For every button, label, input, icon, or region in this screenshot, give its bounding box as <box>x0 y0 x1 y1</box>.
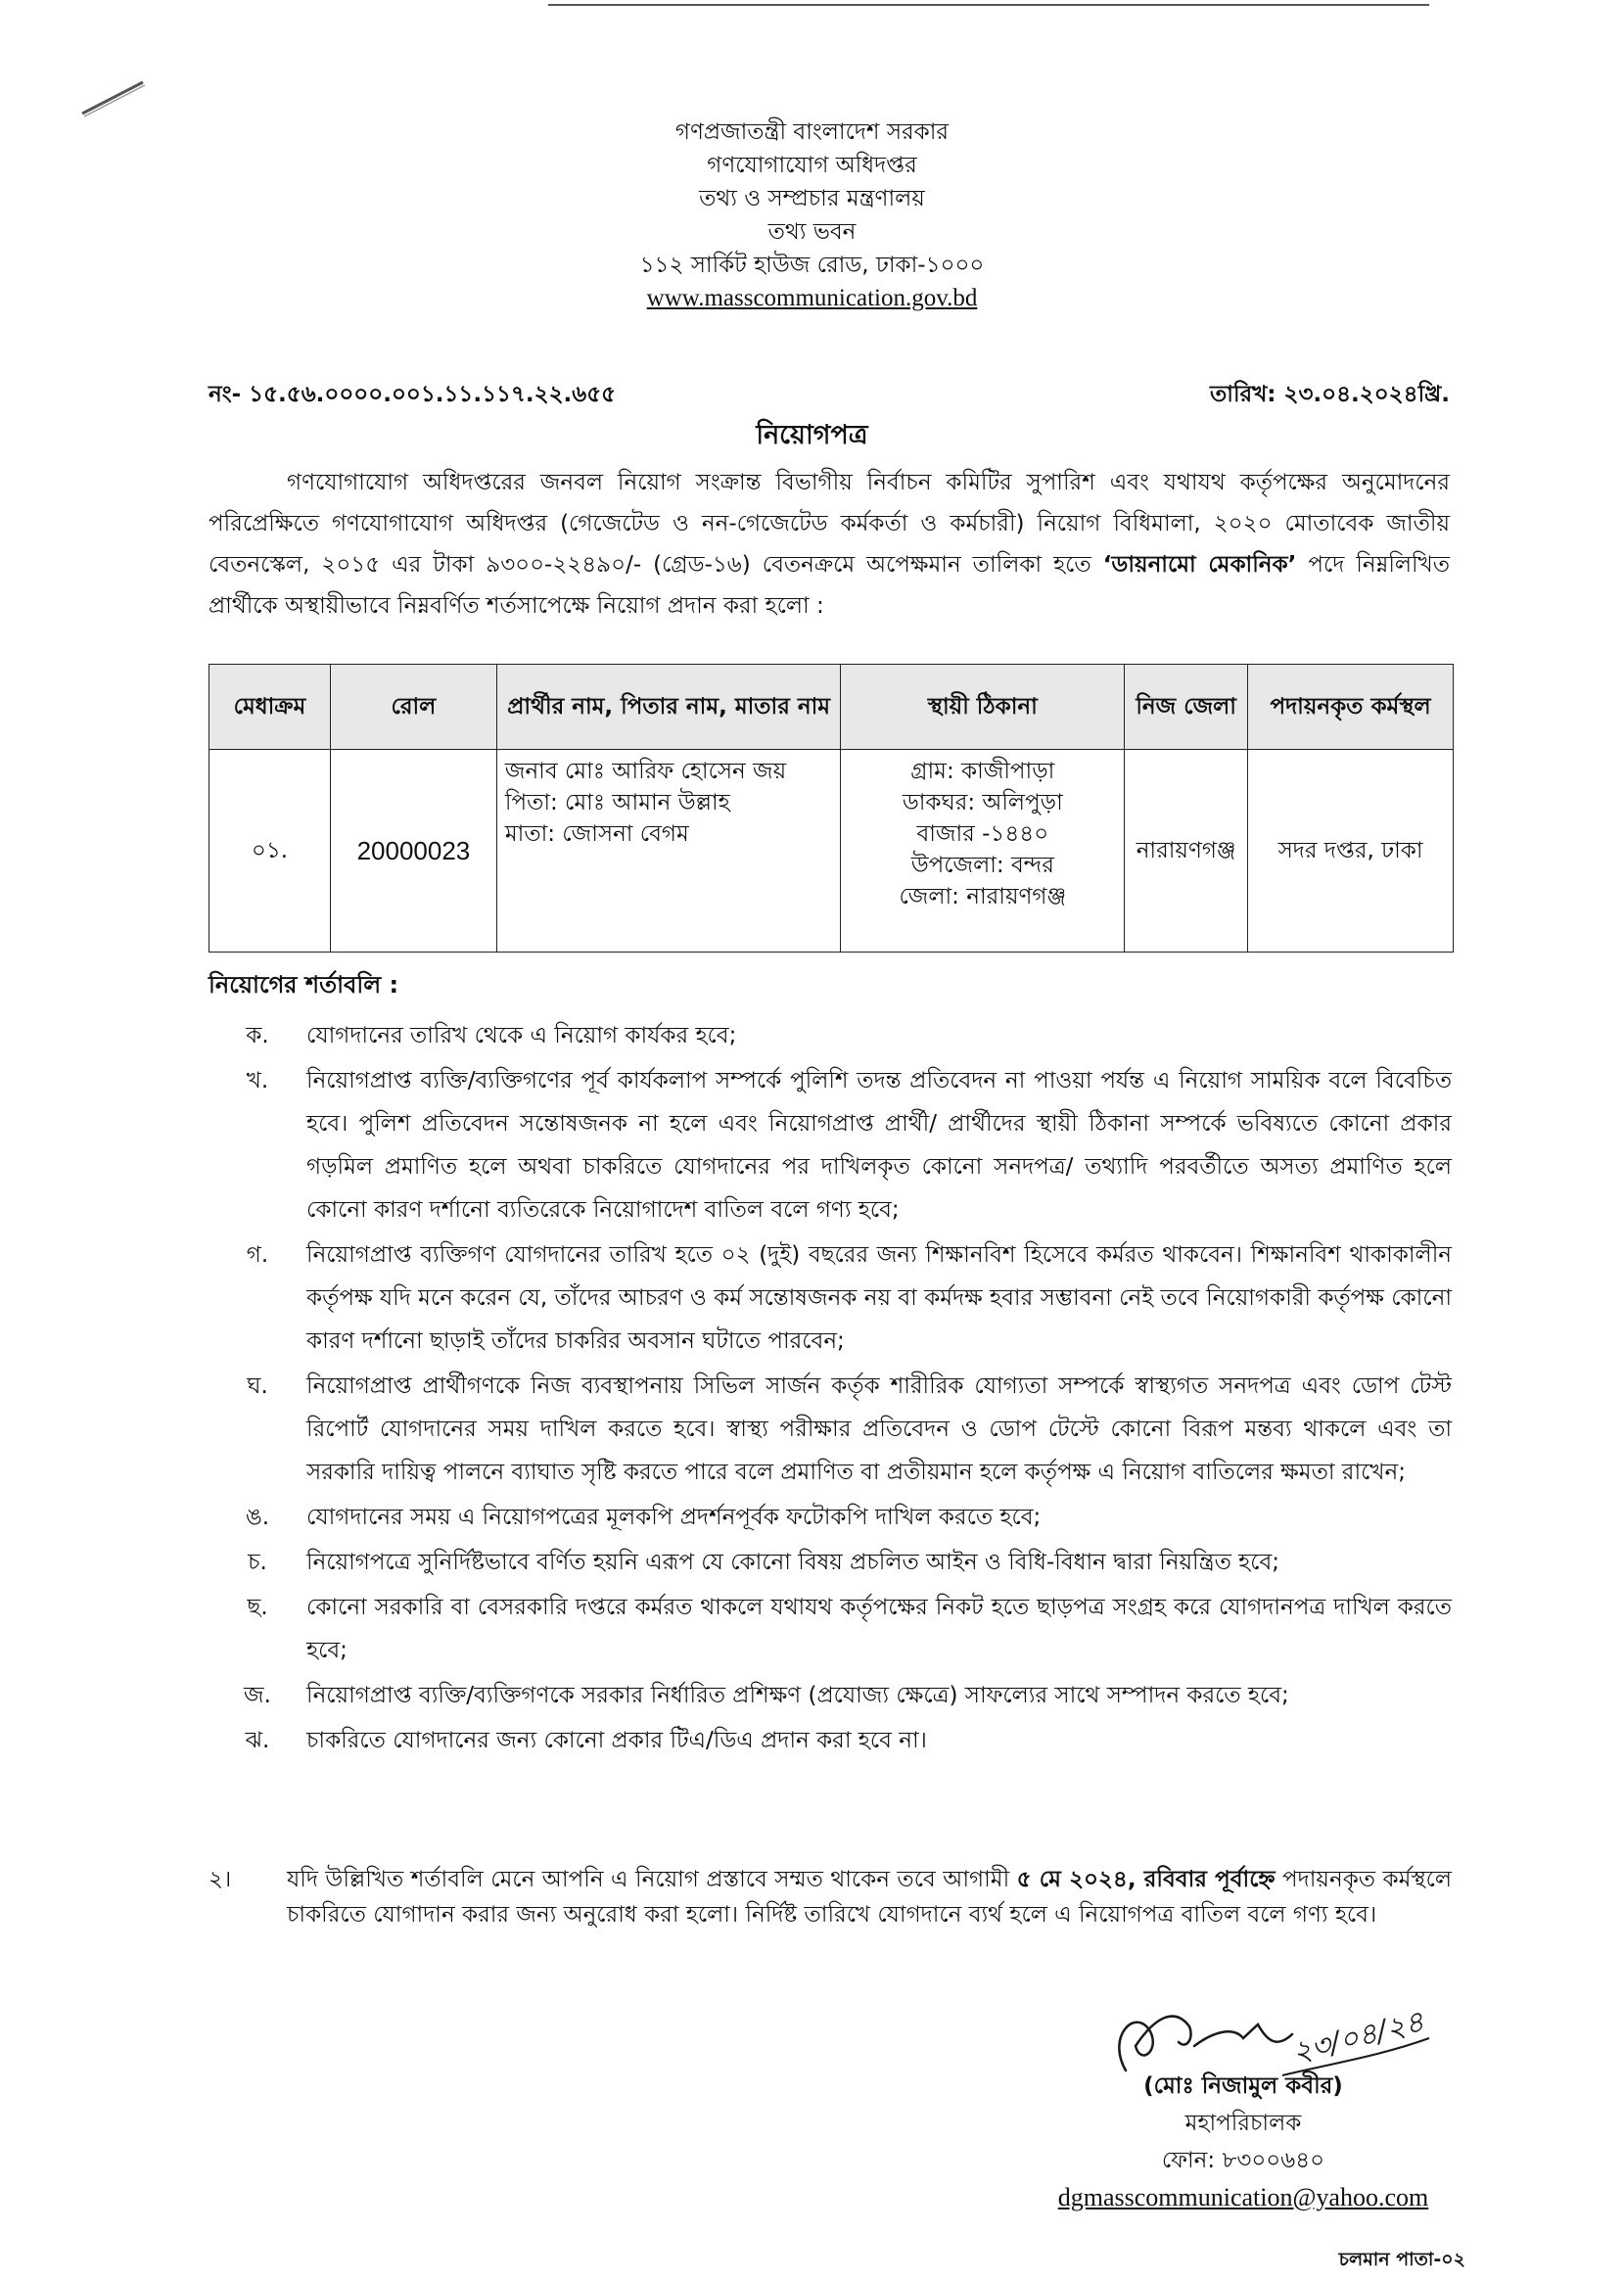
page-title: নিয়োগপত্র <box>756 420 868 450</box>
joining-text-a: যদি উল্লিখিত শর্তাবলি মেনে আপনি এ নিয়োগ প্রস্তাবে সম্মত থাকেন তবে আগামী <box>287 1867 1017 1892</box>
cell-address <box>841 750 1125 953</box>
ministry-name: তথ্য ও সম্প্রচার মন্ত্রণালয় <box>699 186 925 211</box>
condition-label: জ. <box>244 1683 271 1708</box>
condition-text: নিয়োগপ্রাপ্ত ব্যক্তি/ব্যক্তিগণকে সরকার নির্ধারিত প্রশিক্ষণ (প্রযোজ্য ক্ষেত্রে) সাফল্যের সাথে সম্পাদন করতে হবে; <box>306 1683 1289 1708</box>
condition-text: নিয়োগপ্রাপ্ত প্রার্থীগণকে নিজ ব্যবস্থাপনায় সিভিল সার্জন কর্তৃক শারীরিক যোগ্যতা সম্পর্কে স্বাস্থ্যগত সনদপত্র এবং ডোপ টেস্ট রিপোর্ট যোগদানের সময় দাখিল করতে হবে। স্বাস্থ্য পরীক্ষার প্রতিবেদন ও ডোপ টেস্টে কোনো বিরূপ মন্তব্য থাকলে এবং তা সরকারি দায়িত্ব পালনে ব্যাঘাত সৃষ্টি করতে পারে বলে প্রমাণিত বা প্রতীয়মান হলে কর্তৃপক্ষ এ নিয়োগ বাতিলের ক্ষমতা রাখেন; <box>306 1373 1452 1485</box>
office-address: ১১২ সার্কিট হাউজ রোড, ঢাকা-১০০০ <box>639 253 985 278</box>
memo-number: নং- ১৫.৫৬.০০০০.০০১.১১.১১৭.২২.৬৫৫ <box>209 382 617 407</box>
intro-text-end: পদে নিম্নলিখিত প্রার্থীকে অস্থায়ীভাবে নিম্নবর্ণিত শর্তসাপেক্ষে নিয়োগ প্রদান করা হলো : <box>209 552 1450 619</box>
header-district: নিজ জেলা <box>1125 665 1248 750</box>
joining-paragraph <box>209 1862 1452 1932</box>
condition-label: ঙ. <box>245 1505 270 1530</box>
condition-text: নিয়োগপ্রাপ্ত ব্যক্তিগণ যোগদানের তারিখ হতে ০২ (দুই) বছরের জন্য শিক্ষানবিশ হিসেবে কর্মরত থাকবেন। শিক্ষানবিশ থাকাকালীন কর্তৃপক্ষ যদি মনে করেন যে, তাঁদের আচরণ ও কর্ম সন্তোষজনক নয় বা কর্মদক্ষ হবার সম্ভাবনা নেই তবে নিয়োগকারী কর্তৃপক্ষ কোনো কারণ দর্শানো ছাড়াই তাঁদের চাকরির অবসান ঘটাতে পারবেন; <box>306 1242 1452 1354</box>
condition-item <box>209 1586 1452 1672</box>
address-upazila: উপজেলা: বন্দর <box>910 853 1054 878</box>
condition-item <box>209 1496 1452 1539</box>
condition-item <box>209 1719 1452 1762</box>
condition-item <box>209 1059 1452 1232</box>
header-name: প্রার্থীর নাম, পিতার নাম, মাতার নাম <box>496 665 841 750</box>
table-row <box>209 750 1454 953</box>
signatory-name: (মোঃ নিজামুল কবীর) <box>1143 2073 1343 2099</box>
building-name: তথ্য ভবন <box>767 219 857 245</box>
condition-item <box>209 1365 1452 1494</box>
cell-roll: 20000023 <box>330 750 496 953</box>
cell-district: নারায়ণগঞ্জ <box>1125 750 1248 953</box>
address-district: জেলা: নারায়ণগঞ্জ <box>899 884 1067 909</box>
condition-text: চাকরিতে যোগদানের জন্য কোনো প্রকার টিএ/ডিএ প্রদান করা হবে না। <box>306 1728 927 1753</box>
svg-text:২৩/০৪/২৪: ২৩/০৪/২৪ <box>1288 2004 1428 2070</box>
condition-label: ঘ. <box>247 1373 268 1399</box>
govt-name: গণপ্রজাতন্ত্রী বাংলাদেশ সরকার <box>674 119 950 145</box>
joining-text-b: পদায়নকৃত কর্মস্থলে চাকরিতে যোগাদান করার জন্য অনুরোধ করা হলো। নির্দিষ্ট তারিখে যোগদানে ব্যর্থ হলে এ নিয়োগপত্র বাতিল বলে গণ্য হবে। <box>287 1867 1453 1928</box>
header-roll: রোল <box>330 665 496 750</box>
department-name: গণযোগাযোগ অধিদপ্তর <box>707 153 917 178</box>
condition-label: ক. <box>246 1023 269 1048</box>
father-name: পিতা: মোঃ আমান উল্লাহ <box>504 790 730 815</box>
condition-text: নিয়োগপত্রে সুনির্দিষ্টভাবে বর্ণিত হয়নি এরূপ যে কোনো বিষয় প্রচলিত আইন ও বিধি-বিধান দ্বারা নিয়ন্ত্রিত হবে; <box>306 1550 1280 1575</box>
condition-label: খ. <box>246 1068 269 1093</box>
address-postcode: বাজার -১৪৪০ <box>916 821 1049 847</box>
scan-edge-line <box>548 4 1429 6</box>
candidate-table <box>209 664 1454 953</box>
address-village: গ্রাম: কাজীপাড়া <box>910 759 1055 784</box>
signature-block <box>1008 2068 1478 2216</box>
condition-item <box>209 1541 1452 1584</box>
mother-name: মাতা: জোসনা বেগম <box>504 821 689 847</box>
condition-label: ছ. <box>247 1595 268 1620</box>
header-merit: মেধাক্রম <box>209 665 331 750</box>
condition-label: চ. <box>248 1550 267 1575</box>
paragraph-number: ২। <box>209 1867 232 1892</box>
condition-text: কোনো সরকারি বা বেসরকারি দপ্তরে কর্মরত থাকলে যথাযথ কর্তৃপক্ষের নিকট হতে ছাড়পত্র সংগ্রহ করে যোগদানপত্র দাখিল করতে হবে; <box>306 1595 1452 1663</box>
conditions-title: নিয়োগের শর্তাবলি : <box>209 971 399 999</box>
address-post: ডাকঘর: অলিপুড়া <box>902 790 1063 815</box>
condition-item <box>209 1674 1452 1717</box>
website-link[interactable]: www.masscommunication.gov.bd <box>646 285 978 311</box>
cell-workplace: সদর দপ্তর, ঢাকা <box>1248 750 1454 953</box>
pen-stroke-mark <box>78 78 147 117</box>
cell-serial: ০১. <box>209 750 331 953</box>
condition-text: নিয়োগপ্রাপ্ত ব্যক্তি/ব্যক্তিগণের পূর্ব কার্যকলাপ সম্পর্কে পুলিশি তদন্ত প্রতিবেদন না পাওয়া পর্যন্ত এ নিয়োগ সাময়িক বলে বিবেচিত হবে। পুলিশ প্রতিবেদন সন্তোষজনক না হলে এবং নিয়োগপ্রাপ্ত প্রার্থী/ প্রার্থীদের স্থায়ী ঠিকানা সম্পর্কে ভবিষ্যতে কোনো প্রকার গড়মিল প্রমাণিত হলে অথবা চাকরিতে যোগদানের পর দাখিলকৃত কোনো সনদপত্র/ তথ্যাদি পরবর্তীতে অসত্য প্রমাণিত হলে কোনো কারণ দর্শানো ব্যতিরেকে নিয়োগাদেশ বাতিল বলে গণ্য হবে; <box>306 1068 1452 1223</box>
signatory-designation: মহাপরিচালক <box>1184 2111 1302 2136</box>
joining-text <box>287 1862 1452 1932</box>
joining-date: ৫ মে ২০২৪, রবিবার পূর্বাহ্নে <box>1016 1867 1276 1892</box>
signatory-phone: ফোন: ৮৩০০৬৪০ <box>1161 2148 1325 2173</box>
continued-page-note: চলমান পাতা-০২ <box>1338 2249 1465 2270</box>
cell-name <box>496 750 841 953</box>
conditions-list <box>209 1014 1452 1764</box>
intro-paragraph <box>209 462 1450 627</box>
condition-label: গ. <box>246 1242 269 1268</box>
condition-text: যোগদানের তারিখ থেকে এ নিয়োগ কার্যকর হবে; <box>306 1023 737 1048</box>
letterhead <box>0 116 1624 315</box>
header-address: স্থায়ী ঠিকানা <box>841 665 1125 750</box>
candidate-name: জনাব মোঃ আরিফ হোসেন জয় <box>504 759 787 784</box>
signatory-email[interactable]: dgmasscommunication@yahoo.com <box>1057 2183 1429 2211</box>
post-name: ‘ডায়নামো মেকানিক’ <box>1102 552 1297 578</box>
condition-text: যোগদানের সময় এ নিয়োগপত্রের মূলকপি প্রদর্শনপূর্বক ফটোকপি দাখিল করতে হবে; <box>306 1505 1042 1530</box>
condition-item <box>209 1233 1452 1363</box>
condition-label: ঝ. <box>245 1728 270 1753</box>
header-workplace: পদায়নকৃত কর্মস্থল <box>1248 665 1454 750</box>
intro-text: গণযোগাযোগ অধিদপ্তরের জনবল নিয়োগ সংক্রান্ত বিভাগীয় নির্বাচন কমিটির সুপারিশ এবং যথাযথ কর্তৃপক্ষের অনুমোদনের পরিপ্রেক্ষিতে গণযোগাযোগ অধিদপ্তর (গেজেটেড ও নন-গেজেটেড কর্মকর্তা ও কর্মচারী) নিয়োগ বিধিমালা, ২০২০ মোতাবেক জাতীয় বেতনস্কেল, ২০১৫ এর টাকা ৯৩০০-২২৪৯০/- (গ্রেড-১৬) বেতনক্রমে অপেক্ষমান তালিকা হতে <box>209 470 1450 578</box>
table-header-row <box>209 665 1454 750</box>
letter-date: তারিখ: ২৩.০৪.২০২৪খ্রি. <box>1210 382 1450 407</box>
condition-item <box>209 1014 1452 1057</box>
